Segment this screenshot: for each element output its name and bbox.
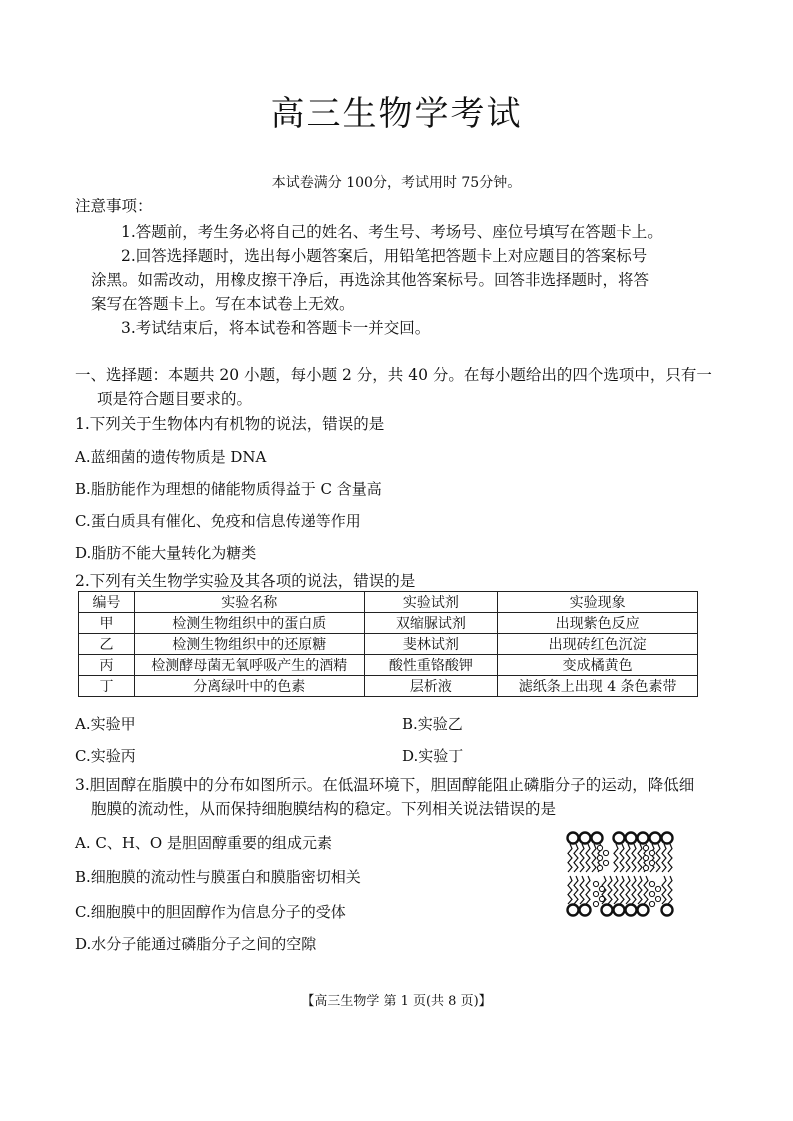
table-cell: 斐林试剂 (364, 634, 498, 655)
lipid-tail (650, 844, 654, 872)
notice-item-2-line-1: 2.回答选择题时，选出每小题答案后，用铅笔把答题卡上对应题目的答案标号 (121, 247, 648, 265)
lipid-tail (626, 844, 630, 872)
table-cell: 出现砖红色沉淀 (498, 634, 698, 655)
section-1-heading: 一、选择题：本题共 20 小题，每小题 2 分，共 40 分。在每小题给出的四个选项中，只有一 (75, 366, 712, 384)
lipid-tail (638, 876, 642, 904)
q1-option-d[interactable]: D.脂肪不能大量转化为糖类 (75, 544, 257, 562)
experiment-table (78, 591, 698, 697)
table-cell: 乙 (79, 634, 135, 655)
cholesterol-ring (643, 865, 648, 870)
page-footer: 【高三生物学 第 1 页(共 8 页)】 (301, 994, 492, 1009)
table-cell: 检测生物组织中的蛋白质 (134, 613, 364, 634)
q3-option-c[interactable]: C.细胞膜中的胆固醇作为信息分子的受体 (75, 903, 346, 921)
q2-option-d[interactable]: D.实验丁 (402, 747, 464, 765)
table-row (79, 634, 698, 655)
lipid-tail (644, 876, 648, 904)
lipid-tail (620, 876, 624, 904)
table-row (79, 676, 698, 697)
lipid-tail (586, 844, 590, 872)
table-cell: 丙 (79, 655, 135, 676)
cholesterol-ring (603, 850, 608, 855)
cholesterol-ring (597, 865, 602, 870)
question-1-stem: 1.下列关于生物体内有机物的说法，错误的是 (75, 415, 385, 433)
lipid-tail (574, 876, 578, 904)
phosphate-head (568, 833, 579, 844)
table-header-cell: 实验试剂 (364, 592, 498, 613)
lipid-tail (638, 844, 642, 872)
phosphate-head (592, 833, 603, 844)
lipid-tail (662, 876, 666, 904)
phosphate-head (568, 905, 579, 916)
q1-option-a[interactable]: A.蓝细菌的遗传物质是 DNA (75, 448, 267, 466)
table-cell: 层析液 (364, 676, 498, 697)
notice-heading: 注意事项： (75, 197, 153, 215)
section-1-heading-cont: 项是符合题目要求的。 (97, 390, 253, 408)
phosphate-head (626, 905, 637, 916)
table-cell: 滤纸条上出现 4 条色素带 (498, 676, 698, 697)
table-header-cell: 实验现象 (498, 592, 698, 613)
lipid-tail (580, 844, 584, 872)
cholesterol-ring (649, 901, 654, 906)
table-cell: 双缩脲试剂 (364, 613, 498, 634)
cholesterol-ring (593, 881, 598, 886)
cholesterol-ring (597, 855, 602, 860)
lipid-tail (574, 844, 578, 872)
question-3-stem: 3.胆固醇在脂膜中的分布如图所示。在低温环境下，胆固醇能阻止磷脂分子的运动，降低细 (75, 776, 695, 794)
table-row (79, 655, 698, 676)
cholesterol-ring (643, 845, 648, 850)
table-cell: 甲 (79, 613, 135, 634)
notice-item-3: 3.考试结束后，将本试卷和答题卡一并交回。 (121, 319, 431, 337)
cholesterol-ring (597, 845, 602, 850)
phosphate-head (614, 905, 625, 916)
notice-item-2-line-3: 案写在答题卡上。写在本试卷上无效。 (91, 295, 355, 313)
phosphate-head (662, 833, 673, 844)
q1-option-c[interactable]: C.蛋白质具有催化、免疫和信息传递等作用 (75, 512, 361, 530)
lipid-tail (662, 844, 666, 872)
lipid-tail (632, 876, 636, 904)
q1-option-b[interactable]: B.脂肪能作为理想的储能物质得益于 C 含量高 (75, 480, 382, 498)
phosphate-head (626, 833, 637, 844)
membrane-diagram (563, 830, 681, 918)
phosphate-head (638, 905, 649, 916)
cholesterol-ring (649, 860, 654, 865)
lipid-tail (586, 876, 590, 904)
lipid-tail (620, 844, 624, 872)
lipid-tail (614, 844, 618, 872)
exam-intro: 本试卷满分 100分，考试用时 75分钟。 (271, 175, 522, 191)
table-header-cell: 实验名称 (134, 592, 364, 613)
phosphate-head (602, 905, 613, 916)
table-header-row (79, 592, 698, 613)
cholesterol-ring (593, 901, 598, 906)
cholesterol-ring (655, 886, 660, 891)
cholesterol-ring (603, 860, 608, 865)
phosphate-head (580, 905, 591, 916)
exam-title: 高三生物学考试 (270, 94, 523, 134)
cholesterol-ring (655, 896, 660, 901)
lipid-tail (568, 844, 572, 872)
cholesterol-ring (599, 896, 604, 901)
question-2-stem: 2.下列有关生物学实验及其各项的说法，错误的是 (75, 572, 416, 590)
table-cell: 检测酵母菌无氧呼吸产生的酒精 (134, 655, 364, 676)
lipid-tail (626, 876, 630, 904)
table-header-cell: 编号 (79, 592, 135, 613)
table-cell: 变成橘黄色 (498, 655, 698, 676)
cholesterol-ring (593, 891, 598, 896)
cholesterol-ring (643, 855, 648, 860)
phosphate-head (662, 905, 673, 916)
lipid-tail (608, 876, 612, 904)
table-cell: 出现紫色反应 (498, 613, 698, 634)
table-cell: 分离绿叶中的色素 (134, 676, 364, 697)
lipid-tail (632, 844, 636, 872)
phosphate-head (638, 833, 649, 844)
q2-option-a[interactable]: A.实验甲 (75, 715, 136, 733)
phosphate-head (580, 833, 591, 844)
phosphate-head (650, 833, 661, 844)
question-3-stem-cont: 胞膜的流动性，从而保持细胞膜结构的稳定。下列相关说法错误的是 (91, 800, 557, 818)
cholesterol-ring (649, 850, 654, 855)
phosphate-head (614, 833, 625, 844)
lipid-tail (580, 876, 584, 904)
lipid-tail (592, 844, 596, 872)
table-cell: 检测生物组织中的还原糖 (134, 634, 364, 655)
cholesterol-ring (649, 891, 654, 896)
lipid-tail (668, 844, 672, 872)
q3-option-b[interactable]: B.细胞膜的流动性与膜蛋白和膜脂密切相关 (75, 868, 361, 886)
q2-option-c[interactable]: C.实验丙 (75, 747, 136, 765)
table-row (79, 613, 698, 634)
notice-item-2-line-2: 涂黑。如需改动，用橡皮擦干净后，再选涂其他答案标号。回答非选择题时，将答 (91, 271, 650, 289)
lipid-tail (668, 876, 672, 904)
cholesterol-ring (649, 881, 654, 886)
q3-option-a[interactable]: A. C、H、O 是胆固醇重要的组成元素 (75, 834, 332, 852)
lipid-tail (568, 876, 572, 904)
notice-item-1: 1.答题前，考生务必将自己的姓名、考生号、考场号、座位号填写在答题卡上。 (121, 223, 663, 241)
table-cell: 丁 (79, 676, 135, 697)
q3-option-d[interactable]: D.水分子能通过磷脂分子之间的空隙 (75, 935, 317, 953)
cholesterol-ring (599, 886, 604, 891)
lipid-tail (614, 876, 618, 904)
lipid-tail (656, 844, 660, 872)
table-cell: 酸性重铬酸钾 (364, 655, 498, 676)
q2-option-b[interactable]: B.实验乙 (402, 715, 463, 733)
